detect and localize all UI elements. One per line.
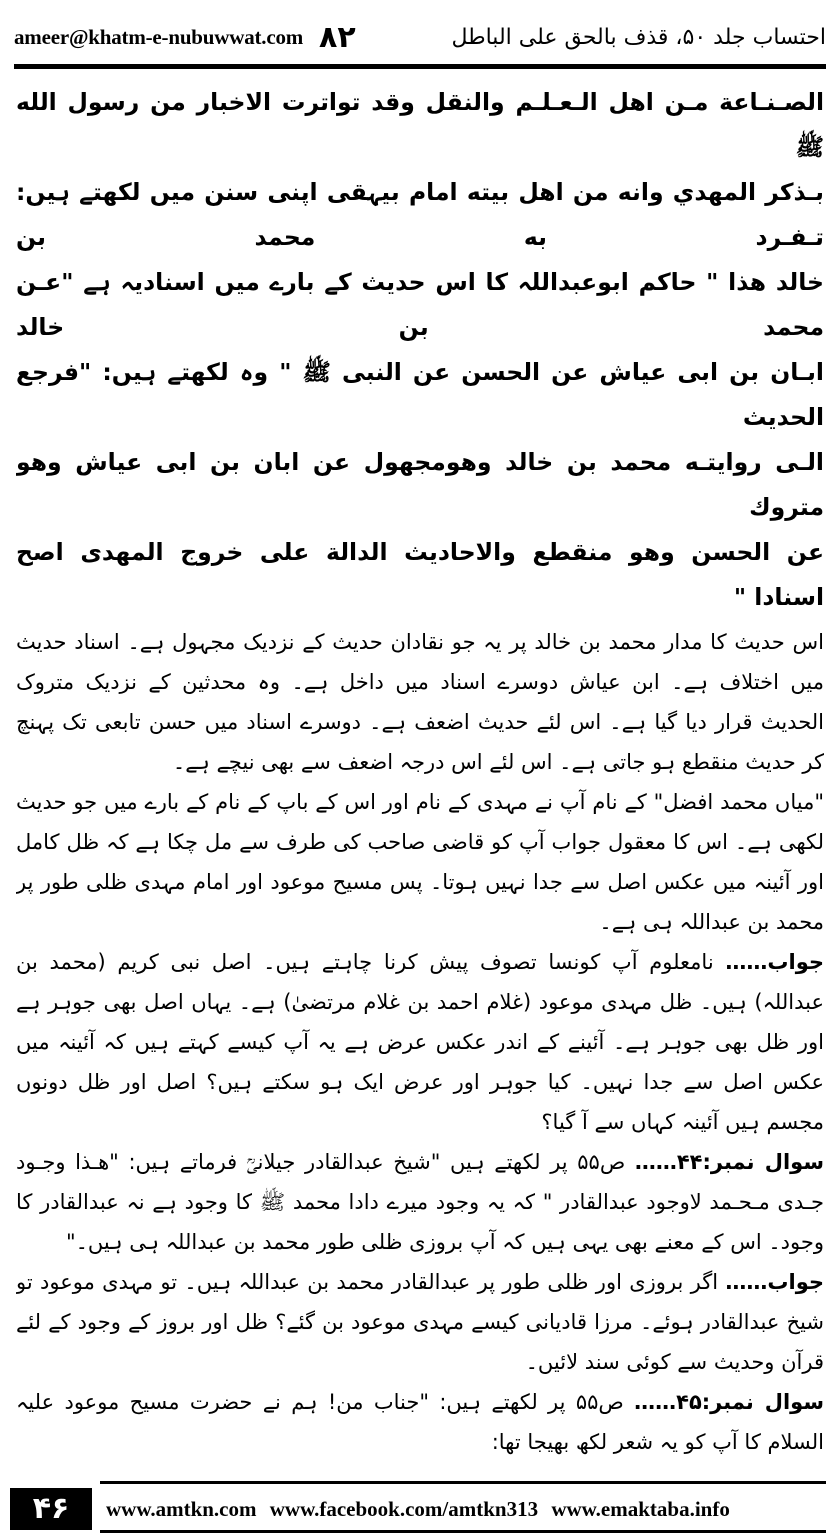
arabic-quote-line: عن الحسن وهو منقطع والاحادیث الدالة علی خروج المهدی اصح اسنادا " (16, 538, 824, 611)
paragraph-text: اگر بروزی اور ظلی طور پر عبدالقادر محمد بن عبداللہ ہیں۔ تو مہدی موعود تو شیخ عبدالقادر ہوئے۔ مرزا قادیانی کیسے مہدی موعود بن گئے؟ ظل اور بروز کے وجود کے لئے قرآن وحدیث سے کوئی سند لائیں۔ (16, 1270, 824, 1374)
paragraph-text: "میاں محمد افضل" کے نام آپ نے مہدی کے نام اور اس کے باپ کے نام کے بارے میں جو حدیث لکھی ہے۔ اس کا معقول جواب آپ کو قاضی صاحب کی طرف سے مل چکا ہے کہ ظل کامل اور آئینہ میں عکس اصل سے جدا نہیں ہوتا۔ پس مسیح موعود اور امام مہدی ظلی طور پر محمد بن عبداللہ ہی ہے۔ (16, 790, 824, 934)
header-book-title: احتساب جلد ۵۰، قذف بالحق علی الباطل (451, 24, 826, 50)
answer-label: جواب…… (725, 950, 824, 974)
paragraph (16, 1262, 824, 1382)
paragraph (16, 942, 824, 1142)
paragraph-text: اس حدیث کا مدار محمد بن خالد پر یہ جو نقادان حدیث کے نزدیک مجہول ہے۔ اسناد حدیث میں اختلاف ہے۔ ابن عیاش دوسرے اسناد میں داخل ہے۔ وہ محدثین کے نزدیک متروک الحدیث قرار دیا گیا ہے۔ اس لئے حدیث اضعف ہے۔ دوسرے اسناد میں حسن تابعی تک پہنچ کر حدیث منقطع ہو جاتی ہے۔ اس لئے اس درجہ اضعف سے بھی نیچے ہے۔ (16, 630, 824, 774)
page-footer (10, 1488, 826, 1530)
answer-label: جواب…… (725, 1270, 824, 1294)
footer-page-number: ۴۶ (10, 1488, 92, 1530)
paragraph (16, 1142, 824, 1262)
footer-link[interactable]: www.facebook.com/amtkn313 (269, 1497, 539, 1521)
urdu-paragraphs (16, 622, 824, 1460)
paragraph-text: ص۵۵ پر لکھتے ہیں: "جناب من! ہم نے حضرت مسیح موعود علیہ السلام کا آپ کو یہ شعر لکھ بھیجا تھا: (16, 1390, 824, 1454)
footer-rule-top (100, 1481, 826, 1484)
paragraph (16, 622, 824, 782)
arabic-quote-line: بـذكر المهدي وانه من اهل بيته امام بیہقی اپنی سنن میں لکھتے ہیں: تـفـرد به محمد بن (16, 178, 824, 251)
paragraph-text: ص۵۵ پر لکھتے ہیں "شیخ عبدالقادر جیلانیؒ فرماتے ہیں: "هـذا وجـود جـدی مـحـمد لاوجود عبدالقادر " کہ یہ وجود میرے دادا محمد ﷺ کا وجود ہے نہ عبدالقادر کا وجود۔ اس کے معنے بھی یہی ہیں کہ آپ بروزی ظلی طور محمد بن عبداللہ ہی ہیں۔" (16, 1150, 824, 1254)
page-header (14, 14, 826, 60)
header-email: ameer@khatm-e-nubuwwat.com (14, 24, 304, 49)
arabic-quote-line: خالد هذا " حاکم ابوعبداللہ کا اس حدیث کے بارے میں اسنادیہ ہے "عـن محمد بن خالد (16, 268, 824, 341)
header-page-number: ٨٢ (319, 19, 356, 55)
paragraph (16, 782, 824, 942)
question-label: سوال نمبر:۴۴…… (634, 1150, 824, 1174)
paragraph-text: نامعلوم آپ کونسا تصوف پیش کرنا چاہتے ہیں۔ اصل نبی کریم (محمد بن عبداللہ) ہیں۔ ظل مہدی موعود (غلام احمد بن غلام مرتضیٰ) ہے۔ یہاں اصل بھی جوہر ہے اور ظل بھی جوہر ہے۔ آئینے کے اندر عکس عرض ہے یہ آپ کیسے کہتے ہیں کہ آئینہ میں عکس اصل سے جدا نہیں۔ کیا جوہر اور عرض ایک ہو سکتے ہیں؟ اصل اور ظل دونوں مجسم ہیں آئینہ کہاں سے آ گیا؟ (16, 950, 824, 1134)
footer-links (106, 1488, 826, 1530)
page-body (16, 80, 824, 1460)
footer-link[interactable]: www.emaktaba.info (551, 1497, 730, 1521)
arabic-quote-line: الصـنـاعة مـن اهل الـعـلـم والنقل وقد تواترت الاخبار من رسول الله ﷺ (16, 88, 824, 161)
footer-link[interactable]: www.amtkn.com (106, 1497, 257, 1521)
arabic-quote-line: الـی روایتـه محمد بن خالد وهومجهول عن ابان بن ابی عیاش وهو متروك (16, 448, 824, 521)
question-label: سوال نمبر:۴۵…… (634, 1390, 824, 1414)
footer-rule-bottom (100, 1530, 826, 1533)
paragraph (16, 1382, 824, 1460)
header-rule (14, 64, 826, 69)
arabic-quote-line: ابـان بن ابی عیاش عن الحسن عن النبی ﷺ " وہ لکھتے ہیں: "فرجع الحدیث (16, 358, 824, 431)
